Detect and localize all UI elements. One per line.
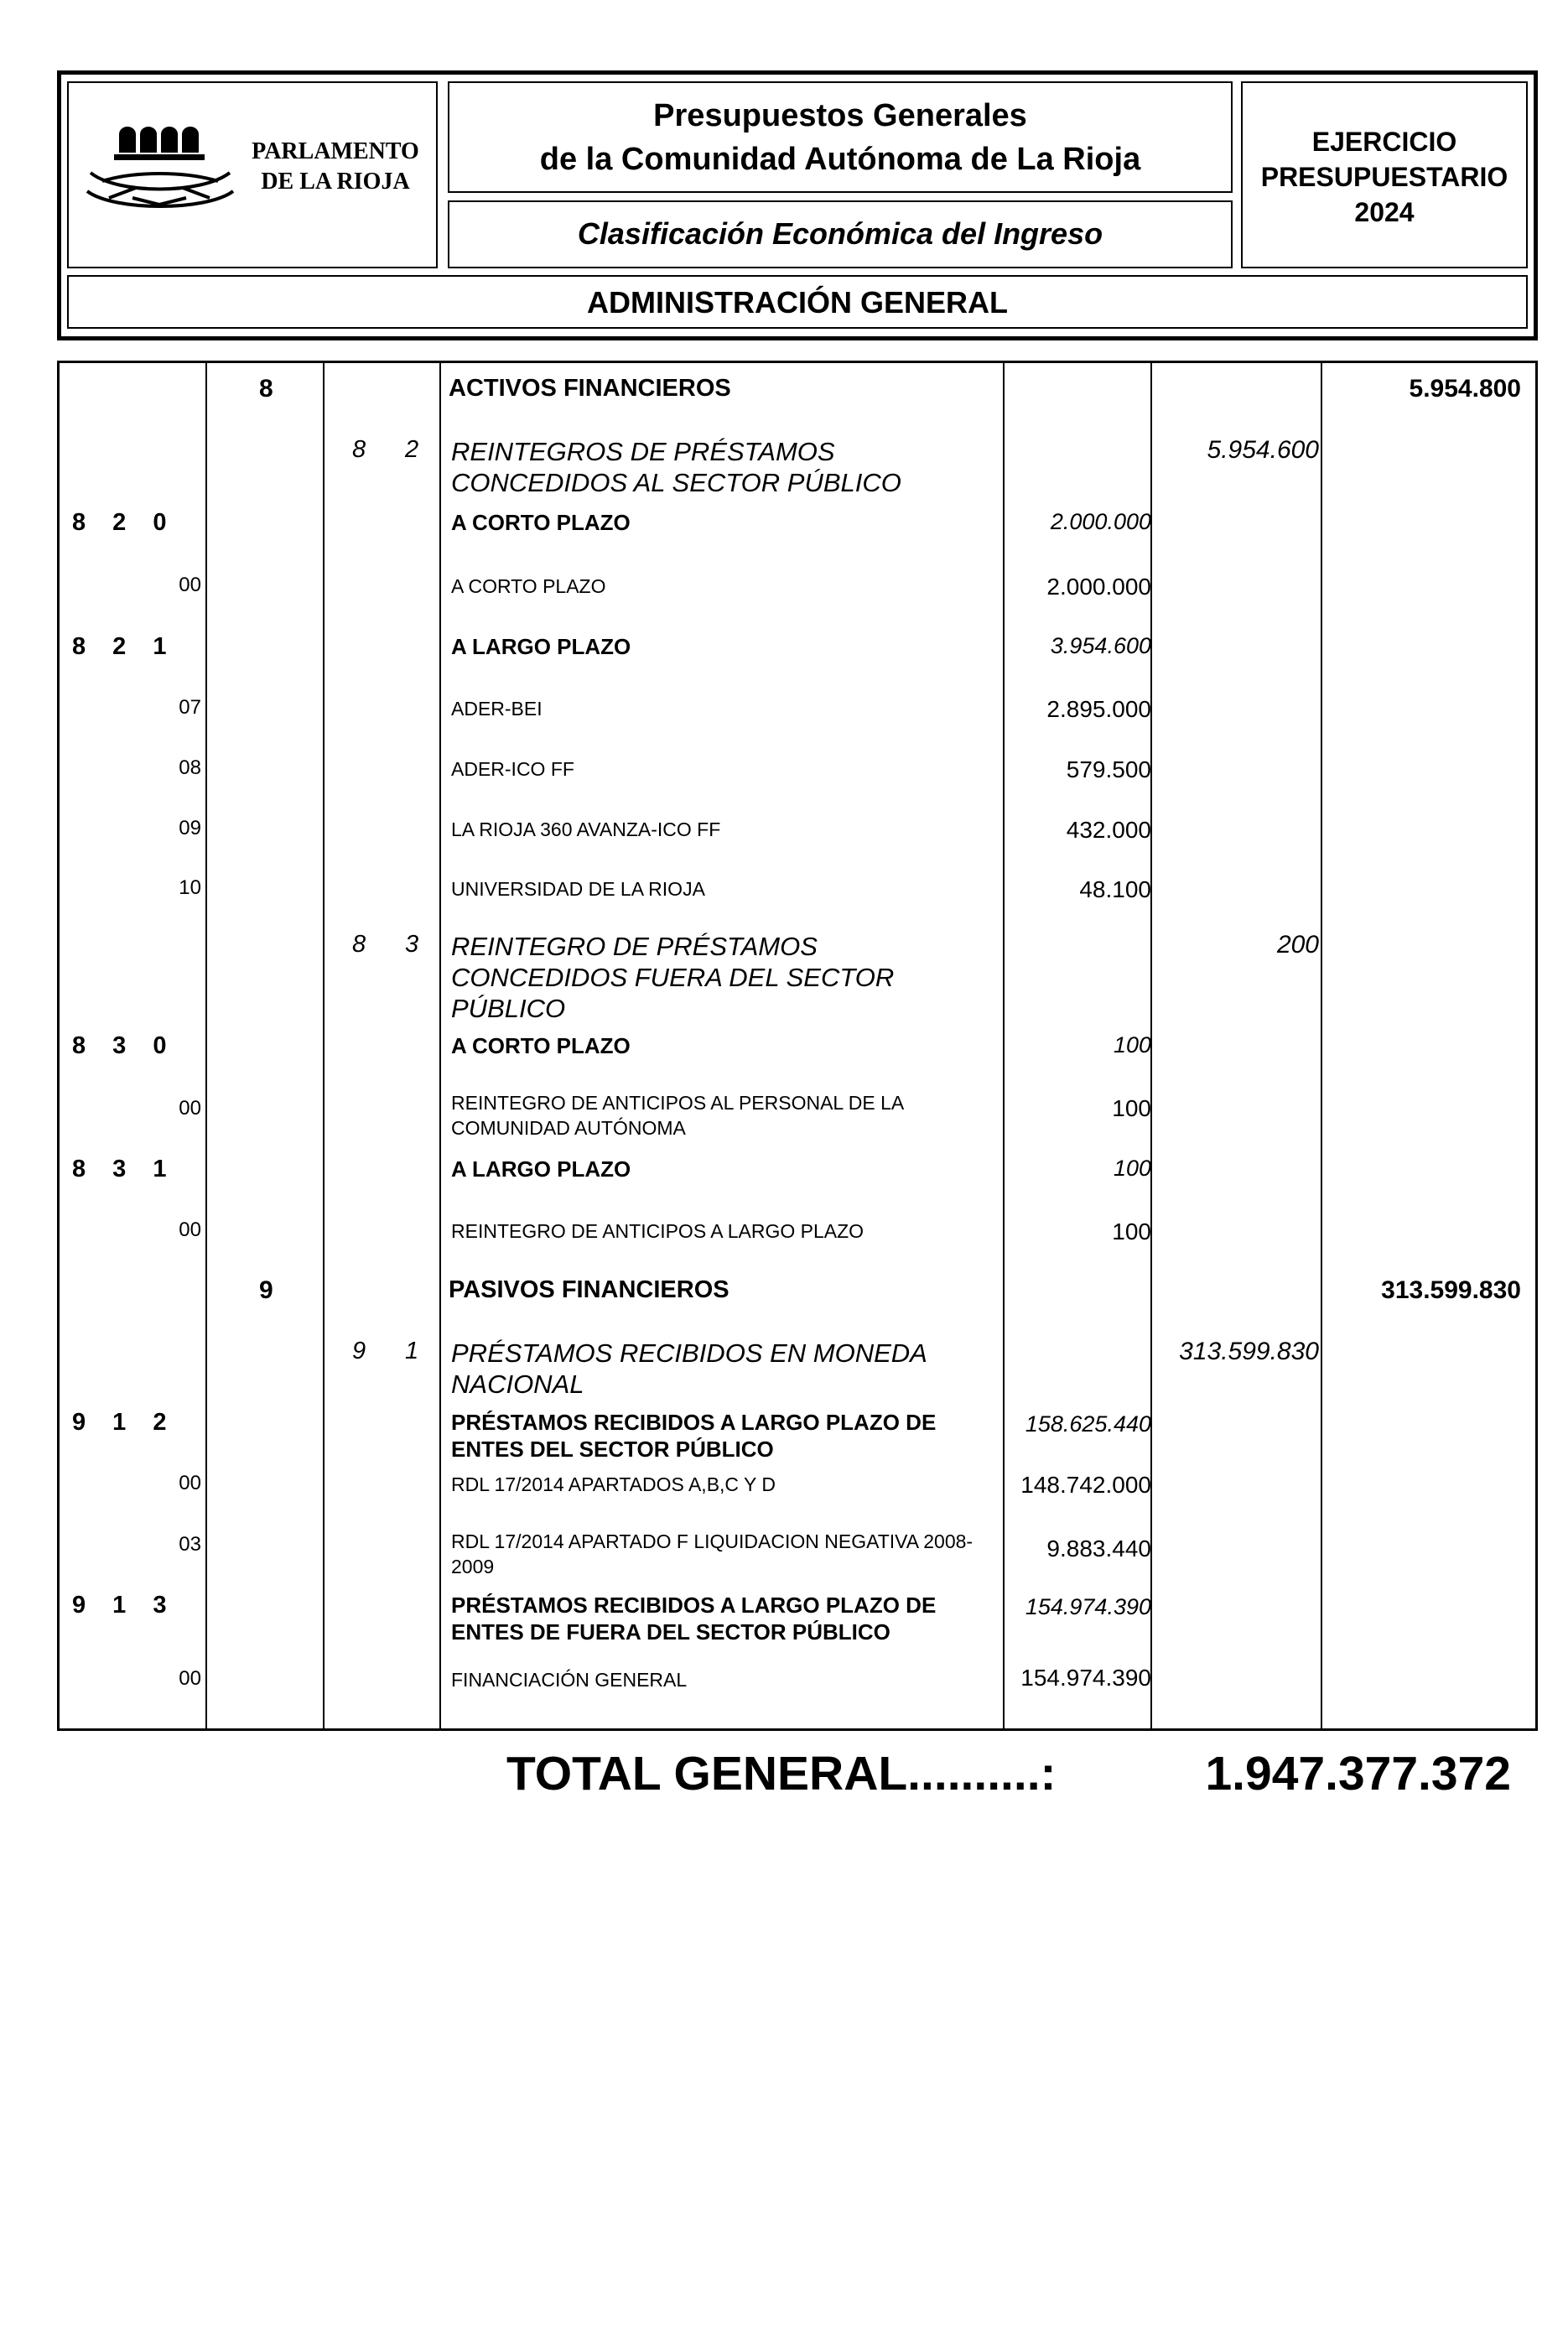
- chapter-amount: 5.954.800: [1409, 375, 1521, 403]
- row-description: FINANCIACIÓN GENERAL: [451, 1669, 688, 1691]
- article-amount: 5.954.600: [1207, 436, 1319, 464]
- chapter-code: 8: [259, 375, 273, 403]
- year-line3: 2024: [1354, 197, 1415, 227]
- row-description: A LARGO PLAZO: [451, 634, 631, 659]
- item-code: 08: [179, 756, 201, 779]
- concept-code: 8 2 1: [72, 633, 177, 660]
- row-description: RDL 17/2014 APARTADO F LIQUIDACION NEGATIVA 2008-2009: [451, 1530, 974, 1577]
- row-description: RDL 17/2014 APARTADOS A,B,C Y D: [451, 1473, 776, 1495]
- concept-code: 8 3 0: [72, 1032, 177, 1059]
- item-code: 00: [179, 1667, 201, 1690]
- total-value: 1.947.377.372: [1205, 1747, 1511, 1801]
- item-code: 07: [179, 696, 201, 719]
- concept-amount: 154.974.390: [1025, 1594, 1151, 1619]
- logo-text: [243, 137, 428, 197]
- item-amount: 2.895.000: [1046, 696, 1151, 722]
- row-description: REINTEGRO DE PRÉSTAMOS CONCEDIDOS FUERA DEL SECTOR PÚBLICO: [451, 932, 895, 1023]
- concept-code: 8 2 0: [72, 509, 177, 536]
- fiscal-year: [1241, 124, 1528, 230]
- item-code: 00: [179, 1219, 201, 1241]
- row-description: A CORTO PLAZO: [451, 575, 606, 597]
- concept-code: 9 1 2: [72, 1409, 177, 1436]
- row-description: ADER-BEI: [451, 698, 543, 720]
- concept-amount: 3.954.600: [1050, 633, 1151, 658]
- item-amount: 100: [1112, 1095, 1151, 1121]
- article-code: 9: [352, 1338, 366, 1364]
- item-amount: 2.000.000: [1046, 574, 1151, 600]
- item-code: 00: [179, 1472, 201, 1494]
- item-amount: 100: [1112, 1219, 1151, 1245]
- row-description: PRÉSTAMOS RECIBIDOS A LARGO PLAZO DE ENTES DEL SECTOR PÚBLICO: [451, 1410, 937, 1462]
- year-line1: EJERCICIO: [1311, 127, 1457, 157]
- total-label: TOTAL GENERAL..........:: [506, 1747, 1057, 1801]
- row-description: A LARGO PLAZO: [451, 1156, 631, 1182]
- concept-code: 8 3 1: [72, 1156, 177, 1182]
- row-description: ADER-ICO FF: [451, 758, 574, 780]
- row-description: UNIVERSIDAD DE LA RIOJA: [451, 878, 705, 900]
- item-code: 03: [179, 1533, 201, 1556]
- article-code: 1: [405, 1338, 419, 1364]
- item-amount: 9.883.440: [1046, 1536, 1151, 1562]
- chapter-code: 9: [259, 1276, 273, 1304]
- row-description: LA RIOJA 360 AVANZA-ICO FF: [451, 818, 721, 840]
- column-divider: [439, 361, 441, 1731]
- concept-amount: 2.000.000: [1050, 509, 1151, 534]
- concept-amount: 100: [1113, 1156, 1151, 1181]
- article-code: 2: [405, 436, 419, 463]
- column-divider: [205, 361, 207, 1731]
- row-description: REINTEGRO DE ANTICIPOS A LARGO PLAZO: [451, 1220, 864, 1242]
- article-code: 8: [352, 436, 366, 463]
- article-amount: 313.599.830: [1179, 1338, 1319, 1365]
- title-line2: de la Comunidad Autónoma de La Rioja: [539, 142, 1141, 177]
- item-code: 00: [179, 1097, 201, 1120]
- row-description: ACTIVOS FINANCIEROS: [449, 375, 731, 402]
- section-title: ADMINISTRACIÓN GENERAL: [587, 285, 1008, 320]
- concept-amount: 158.625.440: [1025, 1411, 1151, 1437]
- article-amount: 200: [1276, 931, 1319, 959]
- row-description: PASIVOS FINANCIEROS: [449, 1276, 729, 1303]
- concept-code: 9 1 3: [72, 1592, 177, 1619]
- item-amount: 432.000: [1066, 817, 1151, 843]
- article-code: 3: [405, 931, 419, 958]
- item-amount: 579.500: [1066, 756, 1151, 782]
- column-divider: [323, 361, 325, 1731]
- item-amount: 154.974.390: [1020, 1665, 1151, 1691]
- row-description: A CORTO PLAZO: [451, 510, 631, 535]
- row-description: REINTEGRO DE ANTICIPOS AL PERSONAL DE LA COMUNIDAD AUTÓNOMA: [451, 1092, 903, 1139]
- column-divider: [1003, 361, 1005, 1731]
- row-description: A CORTO PLAZO: [451, 1033, 631, 1058]
- parliament-logo-icon: [84, 117, 236, 221]
- logo-line1: PARLAMENTO: [252, 138, 419, 164]
- item-code: 09: [179, 817, 201, 839]
- column-divider: [1321, 361, 1322, 1731]
- item-code: 10: [179, 876, 201, 899]
- title-line1: Presupuestos Generales: [653, 98, 1027, 133]
- document-title: [448, 94, 1233, 181]
- article-code: 8: [352, 931, 366, 958]
- logo-line2: DE LA RIOJA: [261, 169, 410, 195]
- document-subtitle: Clasificación Económica del Ingreso: [577, 216, 1103, 251]
- chapter-amount: 313.599.830: [1381, 1276, 1521, 1304]
- item-amount: 148.742.000: [1020, 1472, 1151, 1498]
- item-amount: 48.100: [1079, 876, 1151, 902]
- row-description: PRÉSTAMOS RECIBIDOS EN MONEDA NACIONAL: [451, 1338, 927, 1399]
- item-code: 00: [179, 574, 201, 596]
- row-description: REINTEGROS DE PRÉSTAMOS CONCEDIDOS AL SECTOR PÚBLICO: [451, 437, 901, 497]
- row-description: PRÉSTAMOS RECIBIDOS A LARGO PLAZO DE ENTES DE FUERA DEL SECTOR PÚBLICO: [451, 1593, 937, 1645]
- concept-amount: 100: [1113, 1032, 1151, 1057]
- year-line2: PRESUPUESTARIO: [1260, 162, 1508, 192]
